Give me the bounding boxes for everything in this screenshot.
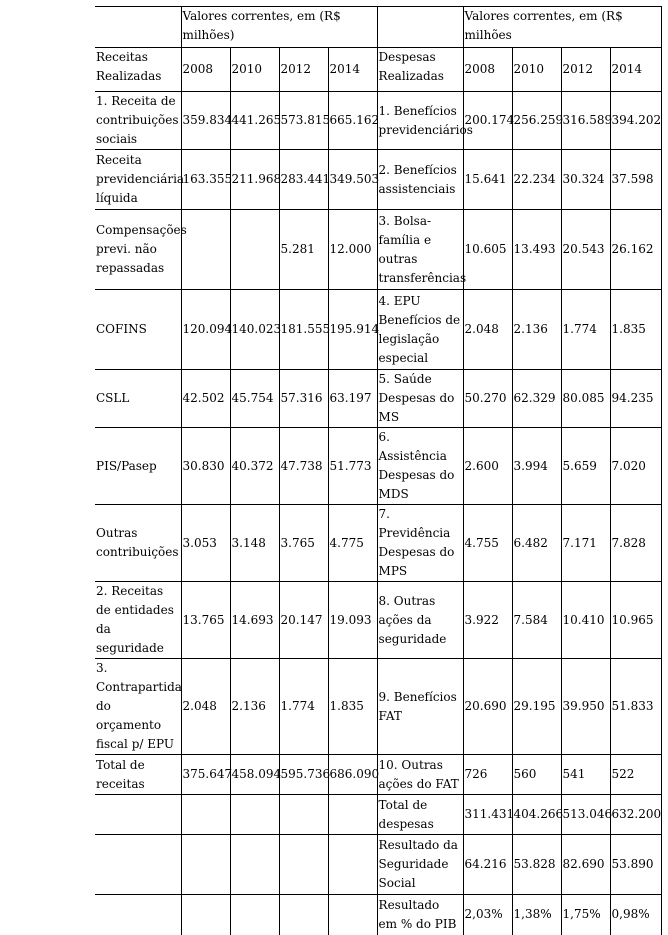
receita-label: 2. Receitas de entidades da seguridade xyxy=(95,582,181,659)
despesa-value: 82.690 xyxy=(561,835,610,895)
despesa-value: 2,03% xyxy=(463,895,512,935)
receita-value xyxy=(230,895,279,935)
receita-value: 3.765 xyxy=(279,505,328,582)
despesa-value: 7.828 xyxy=(610,505,661,582)
receita-value xyxy=(230,795,279,835)
left-year-2008: 2008 xyxy=(181,48,230,92)
left-year-2014: 2014 xyxy=(328,48,377,92)
despesa-label: 2. Benefícios assistenciais xyxy=(377,150,463,210)
receita-value: 686.090 xyxy=(328,755,377,795)
despesa-value: 94.235 xyxy=(610,370,661,428)
receita-label: Outras contribuições xyxy=(95,505,181,582)
receita-value: 45.754 xyxy=(230,370,279,428)
despesa-value: 632.200 xyxy=(610,795,661,835)
despesa-value: 6.482 xyxy=(512,505,561,582)
receita-value: 57.316 xyxy=(279,370,328,428)
despesa-label: Total de despesas xyxy=(377,795,463,835)
left-year-2012: 2012 xyxy=(279,48,328,92)
right-year-2012: 2012 xyxy=(561,48,610,92)
receita-value: 42.502 xyxy=(181,370,230,428)
despesa-value: 1.774 xyxy=(561,290,610,370)
receita-label: Total de receitas xyxy=(95,755,181,795)
receita-label: COFINS xyxy=(95,290,181,370)
despesas-header: Despesas Realizadas xyxy=(377,48,463,92)
seguridade-table xyxy=(95,6,662,935)
despesa-label: 8. Outras ações da seguridade xyxy=(377,582,463,659)
despesa-value: 316.589 xyxy=(561,92,610,150)
despesa-value: 80.085 xyxy=(561,370,610,428)
receita-label xyxy=(95,895,181,935)
receita-value: 195.914 xyxy=(328,290,377,370)
table-row xyxy=(95,428,661,505)
receita-value: 665.162 xyxy=(328,92,377,150)
despesa-value: 13.493 xyxy=(512,210,561,290)
receita-value: 120.094 xyxy=(181,290,230,370)
receita-label: Compensações previ. não repassadas xyxy=(95,210,181,290)
receita-value: 1.835 xyxy=(328,659,377,755)
despesa-value: 37.598 xyxy=(610,150,661,210)
receita-value: 441.265 xyxy=(230,92,279,150)
right-year-2010: 2010 xyxy=(512,48,561,92)
table-row xyxy=(95,835,661,895)
receita-value: 47.738 xyxy=(279,428,328,505)
receita-label: 3. Contrapartida do orçamento fiscal p/ EPU xyxy=(95,659,181,755)
table-row xyxy=(95,92,661,150)
group-header-row xyxy=(95,7,661,48)
despesa-value: 53.890 xyxy=(610,835,661,895)
despesa-value: 200.174 xyxy=(463,92,512,150)
receita-value: 63.197 xyxy=(328,370,377,428)
despesa-value: 5.659 xyxy=(561,428,610,505)
receita-value xyxy=(181,835,230,895)
receita-value: 13.765 xyxy=(181,582,230,659)
despesa-label: 4. EPU Benefícios de legislação especial xyxy=(377,290,463,370)
despesa-label: 5. Saúde Despesas do MS xyxy=(377,370,463,428)
despesa-value: 513.046 xyxy=(561,795,610,835)
despesa-value: 404.266 xyxy=(512,795,561,835)
despesa-value: 1,38% xyxy=(512,895,561,935)
receita-value: 359.834 xyxy=(181,92,230,150)
receita-label: PIS/Pasep xyxy=(95,428,181,505)
receita-value: 140.023 xyxy=(230,290,279,370)
receita-value: 181.555 xyxy=(279,290,328,370)
despesa-value: 2.136 xyxy=(512,290,561,370)
receita-value xyxy=(230,835,279,895)
despesa-value: 0,98% xyxy=(610,895,661,935)
despesa-value: 26.162 xyxy=(610,210,661,290)
receita-value: 211.968 xyxy=(230,150,279,210)
receita-value xyxy=(279,835,328,895)
despesa-value: 1.835 xyxy=(610,290,661,370)
despesa-value: 3.922 xyxy=(463,582,512,659)
receita-value xyxy=(328,835,377,895)
despesa-value: 522 xyxy=(610,755,661,795)
despesa-value: 22.234 xyxy=(512,150,561,210)
receita-value xyxy=(279,795,328,835)
despesa-value: 53.828 xyxy=(512,835,561,895)
despesa-value: 10.410 xyxy=(561,582,610,659)
receita-value xyxy=(279,895,328,935)
despesa-value: 311.431 xyxy=(463,795,512,835)
despesa-label: 10. Outras ações do FAT xyxy=(377,755,463,795)
receita-value: 5.281 xyxy=(279,210,328,290)
receita-value: 163.355 xyxy=(181,150,230,210)
receita-value: 40.372 xyxy=(230,428,279,505)
table-row xyxy=(95,150,661,210)
receita-value: 283.441 xyxy=(279,150,328,210)
despesa-value: 10.965 xyxy=(610,582,661,659)
despesa-value: 29.195 xyxy=(512,659,561,755)
despesa-value: 256.259 xyxy=(512,92,561,150)
receita-value: 3.148 xyxy=(230,505,279,582)
receita-value: 2.136 xyxy=(230,659,279,755)
receita-value xyxy=(181,210,230,290)
despesa-label: 3. Bolsa-família e outras transferências xyxy=(377,210,463,290)
despesa-label: 6. Assistência Despesas do MDS xyxy=(377,428,463,505)
despesa-value: 394.202 xyxy=(610,92,661,150)
receita-value xyxy=(181,795,230,835)
receita-label xyxy=(95,835,181,895)
despesa-value: 2.600 xyxy=(463,428,512,505)
receita-value: 14.693 xyxy=(230,582,279,659)
despesa-value: 7.020 xyxy=(610,428,661,505)
receita-value: 458.094 xyxy=(230,755,279,795)
despesa-value: 20.543 xyxy=(561,210,610,290)
despesa-value: 1,75% xyxy=(561,895,610,935)
column-header-row xyxy=(95,48,661,92)
despesa-value: 62.329 xyxy=(512,370,561,428)
left-group-header: Valores correntes, em (R$ milhões) xyxy=(181,7,377,48)
despesa-label: Resultado em % do PIB xyxy=(377,895,463,935)
receita-value: 19.093 xyxy=(328,582,377,659)
receita-label xyxy=(95,795,181,835)
receita-value xyxy=(328,895,377,935)
despesa-label: 1. Benefícios previdenciários xyxy=(377,92,463,150)
receita-value: 3.053 xyxy=(181,505,230,582)
receita-value: 375.647 xyxy=(181,755,230,795)
receita-label: Receita previdenciária líquida xyxy=(95,150,181,210)
receita-value: 2.048 xyxy=(181,659,230,755)
despesa-value: 726 xyxy=(463,755,512,795)
receita-value xyxy=(181,895,230,935)
receita-value: 20.147 xyxy=(279,582,328,659)
despesa-label: 9. Benefícios FAT xyxy=(377,659,463,755)
despesa-value: 51.833 xyxy=(610,659,661,755)
receitas-header: Receitas Realizadas xyxy=(95,48,181,92)
receita-label: CSLL xyxy=(95,370,181,428)
receita-value: 1.774 xyxy=(279,659,328,755)
table-row xyxy=(95,659,661,755)
despesa-value: 3.994 xyxy=(512,428,561,505)
despesa-value: 39.950 xyxy=(561,659,610,755)
table-row xyxy=(95,795,661,835)
table-row xyxy=(95,290,661,370)
despesa-label: Resultado da Seguridade Social xyxy=(377,835,463,895)
receita-value: 51.773 xyxy=(328,428,377,505)
blank-header-cell-left xyxy=(95,7,181,48)
despesa-value: 64.216 xyxy=(463,835,512,895)
right-year-2008: 2008 xyxy=(463,48,512,92)
despesa-value: 20.690 xyxy=(463,659,512,755)
receita-value: 4.775 xyxy=(328,505,377,582)
receita-value: 349.503 xyxy=(328,150,377,210)
despesa-value: 4.755 xyxy=(463,505,512,582)
table-row xyxy=(95,895,661,935)
despesa-value: 7.171 xyxy=(561,505,610,582)
despesa-value: 7.584 xyxy=(512,582,561,659)
despesa-value: 541 xyxy=(561,755,610,795)
receita-value: 573.815 xyxy=(279,92,328,150)
table-row xyxy=(95,582,661,659)
receita-value: 12.000 xyxy=(328,210,377,290)
receita-value xyxy=(230,210,279,290)
table-row xyxy=(95,370,661,428)
right-group-header: Valores correntes, em (R$ milhões xyxy=(463,7,661,48)
receita-value: 30.830 xyxy=(181,428,230,505)
despesa-value: 30.324 xyxy=(561,150,610,210)
despesa-label: 7. Previdência Despesas do MPS xyxy=(377,505,463,582)
despesa-value: 50.270 xyxy=(463,370,512,428)
right-year-2014: 2014 xyxy=(610,48,661,92)
despesa-value: 15.641 xyxy=(463,150,512,210)
receita-value: 595.736 xyxy=(279,755,328,795)
left-year-2010: 2010 xyxy=(230,48,279,92)
despesa-value: 560 xyxy=(512,755,561,795)
table-row xyxy=(95,755,661,795)
receita-label: 1. Receita de contribuições sociais xyxy=(95,92,181,150)
receita-value xyxy=(328,795,377,835)
despesa-value: 2.048 xyxy=(463,290,512,370)
blank-header-cell-right xyxy=(377,7,463,48)
despesa-value: 10.605 xyxy=(463,210,512,290)
table-row xyxy=(95,210,661,290)
table-row xyxy=(95,505,661,582)
